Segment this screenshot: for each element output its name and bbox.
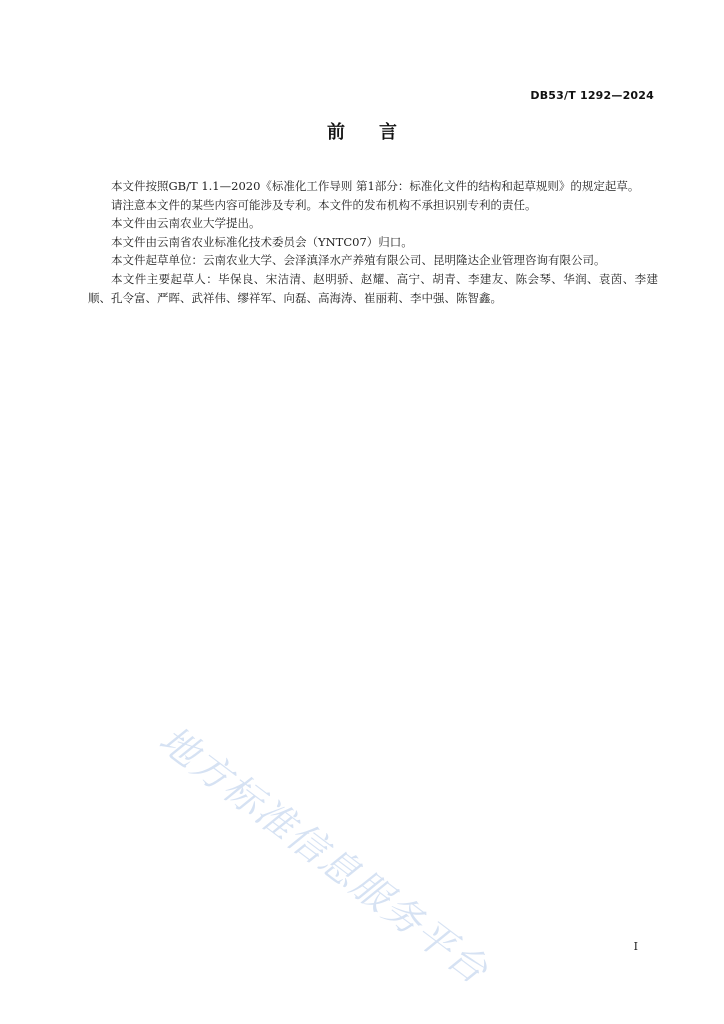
watermark: 地方标准信息服务平台	[151, 717, 498, 994]
paragraph-committee: 本文件由云南省农业标准化技术委员会（YNTC07）归口。	[111, 234, 413, 249]
paragraph-drafting-rules: 本文件按照GB/T 1.1—2020《标准化工作导则 第1部分：标准化文件的结构和起草规则》的规定起草。	[111, 179, 640, 193]
title-char-1: 前	[327, 122, 345, 143]
page-number: I	[633, 940, 638, 953]
title-char-2: 言	[379, 122, 397, 143]
page-title	[0, 118, 724, 144]
paragraph-patent-notice: 请注意本文件的某些内容可能涉及专利。本文件的发布机构不承担识别专利的责任。	[111, 197, 537, 212]
paragraph-drafting-units: 本文件起草单位：云南农业大学、会泽滇泽水产养殖有限公司、昆明隆达企业管理咨询有限公司。	[111, 253, 606, 268]
document-number: DB53/T 1292—2024	[530, 89, 654, 102]
paragraph-proposer: 本文件由云南农业大学提出。	[111, 216, 261, 231]
paragraph-drafters: 本文件主要起草人：毕保良、宋洁清、赵明骄、赵耀、高宁、胡青、李建友、陈会琴、华润、袁茵、李建顺、孔令富、严晖、武祥伟、缪祥军、向磊、高海涛、崔丽莉、李中强、陈智鑫。	[88, 271, 658, 305]
foreword-body	[88, 177, 658, 307]
